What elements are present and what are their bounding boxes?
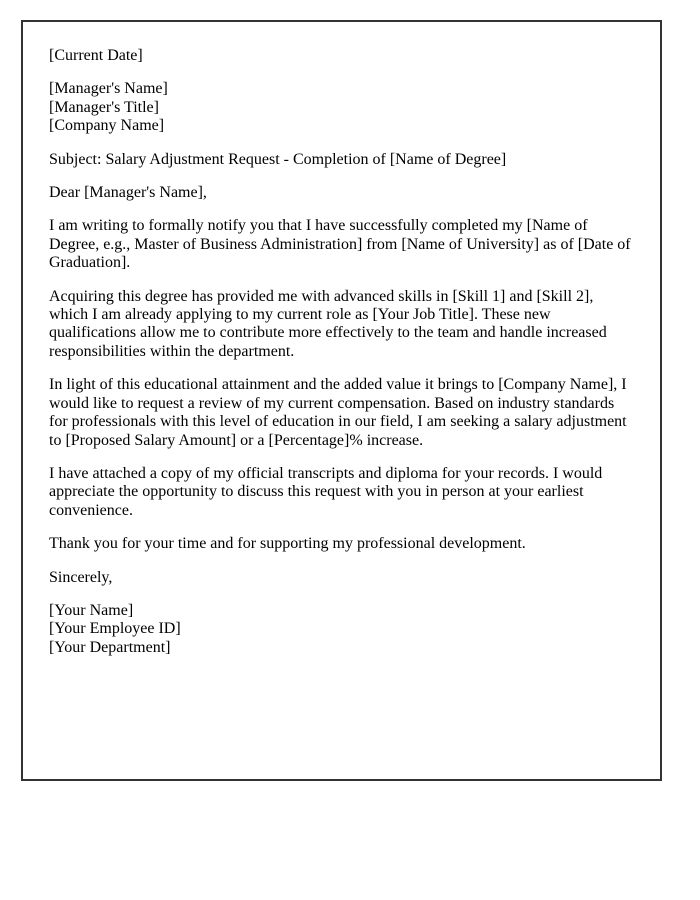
letter-document (21, 20, 662, 781)
subject-line: Subject: Salary Adjustment Request - Completion of [Name of Degree] (49, 150, 507, 168)
body-paragraph-4: I have attached a copy of my official transcripts and diploma for your records. I would appreciate the opportunity to discuss this request with you in person at your earliest convenience. (49, 464, 603, 519)
letter-date: [Current Date] (49, 47, 143, 64)
body-paragraph-3: In light of this educational attainment and the added value it brings to [Company Name], I would like to request a review of my current compensation. Based on industry standards for professionals with this level of education in our field, I am seeking a salary adjustment to [Proposed Salary Amount] or a [Percentage]% increase. (49, 376, 627, 449)
sign-off: Sincerely, (49, 568, 113, 586)
salutation: Dear [Manager's Name], (49, 184, 207, 202)
body-paragraph-1: I am writing to formally notify you that I have successfully completed my [Name of Degree, e.g., Master of Business Administration] from [Name of University] as of [Date of Graduation]. (49, 217, 631, 272)
body-paragraph-2: Acquiring this degree has provided me with advanced skills in [Skill 1] and [Skill 2], which I am already applying to my current role as [Your Job Title]. These new qualifications allow me to contribute more effectively to the team and handle increased responsibilities within the department. (49, 287, 607, 360)
closing-thanks: Thank you for your time and for supporting my professional development. (49, 535, 526, 553)
signature-block: [Your Name] [Your Employee ID] [Your Department] (49, 601, 181, 656)
recipient-block: [Manager's Name] [Manager's Title] [Company Name] (49, 80, 168, 135)
